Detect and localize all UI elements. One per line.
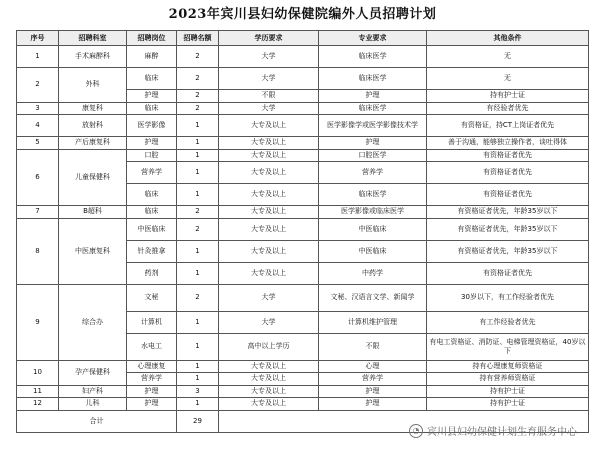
cell-edu: 大学: [219, 284, 319, 311]
cell-no: 10: [17, 360, 59, 385]
table-row: [17, 149, 589, 162]
cell-major: 临床医学: [319, 184, 427, 206]
cell-count: 2: [177, 284, 219, 311]
cell-count: 2: [177, 68, 219, 90]
cell-other: 持有护士证: [427, 385, 589, 398]
cell-no: 8: [17, 218, 59, 284]
header-count: 招聘名额: [177, 31, 219, 46]
cell-no: 4: [17, 115, 59, 137]
cell-edu: 大专及以上: [219, 262, 319, 284]
cell-post: 护理: [127, 90, 177, 103]
table-row: [17, 206, 589, 219]
cell-other: 有电工资格证、消防证、电梯管理资格证，40岁以下: [427, 333, 589, 360]
cell-dept: 儿童保健科: [59, 149, 127, 206]
cell-count: 1: [177, 115, 219, 137]
cell-no: 1: [17, 46, 59, 68]
cell-major: 营养学: [319, 162, 427, 184]
cell-count: 1: [177, 311, 219, 333]
cell-post: 口腔: [127, 149, 177, 162]
header-post: 招聘岗位: [127, 31, 177, 46]
cell-edu: 大学: [219, 68, 319, 90]
cell-no: 2: [17, 68, 59, 103]
table-row: [17, 102, 589, 115]
cell-dept: 综合办: [59, 284, 127, 360]
page-title: 2023年宾川县妇幼保健院编外人员招聘计划: [168, 7, 437, 22]
cell-edu: 大专及以上: [219, 398, 319, 411]
cell-count: 1: [177, 398, 219, 411]
cell-count: 2: [177, 102, 219, 115]
cell-post: 中医临床: [127, 218, 177, 240]
cell-dept: 放射科: [59, 115, 127, 137]
cell-count: 1: [177, 240, 219, 262]
cell-major: 中药学: [319, 262, 427, 284]
cell-dept: B超科: [59, 206, 127, 219]
cell-no: 7: [17, 206, 59, 219]
cell-count: 1: [177, 162, 219, 184]
cell-dept: 妇产科: [59, 385, 127, 398]
table-row: [17, 68, 589, 90]
cell-major: 文秘、汉语言文学、新闻学: [319, 284, 427, 311]
cell-other: 善于沟通，能够独立操作者，谈吐得体: [427, 137, 589, 150]
cell-no: 11: [17, 385, 59, 398]
cell-count: 2: [177, 218, 219, 240]
cell-post: 文秘: [127, 284, 177, 311]
wechat-icon: ◔: [409, 424, 423, 438]
cell-post: 药剂: [127, 262, 177, 284]
cell-other: 有经验者优先: [427, 102, 589, 115]
cell-major: 营养学: [319, 373, 427, 386]
cell-other: 有资格证者优先: [427, 162, 589, 184]
cell-edu: 大专及以上: [219, 162, 319, 184]
cell-edu: 大专及以上: [219, 385, 319, 398]
table-total-row: [17, 410, 589, 432]
cell-count: 1: [177, 333, 219, 360]
cell-count: 1: [177, 149, 219, 162]
cell-other: 无: [427, 68, 589, 90]
cell-major: 临床医学: [319, 102, 427, 115]
cell-other: 无: [427, 46, 589, 68]
cell-count: 1: [177, 360, 219, 373]
cell-post: 营养学: [127, 373, 177, 386]
cell-other: 有资格证者优先: [427, 149, 589, 162]
cell-no: 9: [17, 284, 59, 360]
cell-other: 有资格证者优先，年龄35岁以下: [427, 206, 589, 219]
table-header-row: [17, 31, 589, 46]
cell-edu: 大专及以上: [219, 115, 319, 137]
cell-post: 营养学: [127, 162, 177, 184]
cell-post: 临床: [127, 102, 177, 115]
cell-no: 12: [17, 398, 59, 411]
cell-edu: 大专及以上: [219, 206, 319, 219]
table-row: [17, 398, 589, 411]
cell-edu: 大专及以上: [219, 360, 319, 373]
cell-edu: 不限: [219, 90, 319, 103]
cell-count: 1: [177, 373, 219, 386]
cell-post: 心理康复: [127, 360, 177, 373]
table-row: [17, 115, 589, 137]
cell-dept: 中医康复科: [59, 218, 127, 284]
cell-post: 护理: [127, 137, 177, 150]
cell-other: 有资格证者优先，年龄35岁以下: [427, 218, 589, 240]
cell-other: 30岁以下，有工作经验者优先: [427, 284, 589, 311]
cell-post: 临床: [127, 206, 177, 219]
table-row: [17, 360, 589, 373]
cell-major: 临床医学: [319, 46, 427, 68]
cell-dept: 手术麻醉科: [59, 46, 127, 68]
total-blank: [219, 410, 589, 432]
cell-no: 6: [17, 149, 59, 206]
recruitment-table: [16, 30, 589, 433]
total-count: 29: [177, 410, 219, 432]
watermark-text: 宾川县妇幼保健计划生育服务中心: [427, 427, 577, 438]
cell-count: 3: [177, 385, 219, 398]
cell-major: 临床医学: [319, 68, 427, 90]
cell-post: 水电工: [127, 333, 177, 360]
header-major: 专业要求: [319, 31, 427, 46]
cell-post: 护理: [127, 398, 177, 411]
cell-dept: 产后康复科: [59, 137, 127, 150]
table-row: [17, 218, 589, 240]
cell-count: 2: [177, 206, 219, 219]
cell-edu: 大专及以上: [219, 240, 319, 262]
cell-edu: 大专及以上: [219, 137, 319, 150]
header-other: 其他条件: [427, 31, 589, 46]
cell-edu: 大学: [219, 311, 319, 333]
header-edu: 学历要求: [219, 31, 319, 46]
cell-count: 2: [177, 90, 219, 103]
cell-other: 有工作经验者优先: [427, 311, 589, 333]
cell-edu: 高中以上学历: [219, 333, 319, 360]
table-row: [17, 284, 589, 311]
cell-post: 临床: [127, 68, 177, 90]
table-row: [17, 137, 589, 150]
cell-other: 有资格证者优先，年龄35岁以下: [427, 240, 589, 262]
cell-major: 护理: [319, 398, 427, 411]
cell-dept: 外科: [59, 68, 127, 103]
cell-edu: 大专及以上: [219, 149, 319, 162]
cell-other: 有资格证者优先: [427, 184, 589, 206]
header-dept: 招聘科室: [59, 31, 127, 46]
cell-major: 护理: [319, 90, 427, 103]
cell-count: 1: [177, 137, 219, 150]
cell-edu: 大学: [219, 46, 319, 68]
cell-major: 不限: [319, 333, 427, 360]
cell-other: 有资格证，持CT上岗证者优先: [427, 115, 589, 137]
cell-dept: 儿科: [59, 398, 127, 411]
cell-edu: 大专及以上: [219, 218, 319, 240]
cell-major: 中医临床: [319, 240, 427, 262]
cell-edu: 大专及以上: [219, 373, 319, 386]
cell-major: 医学影像学或医学影像技术学: [319, 115, 427, 137]
table-row: [17, 385, 589, 398]
cell-major: 中医临床: [319, 218, 427, 240]
cell-other: 持有心理康复师资格证: [427, 360, 589, 373]
cell-count: 2: [177, 46, 219, 68]
header-no: 序号: [17, 31, 59, 46]
cell-edu: 大学: [219, 102, 319, 115]
cell-no: 3: [17, 102, 59, 115]
cell-dept: 孕产保健科: [59, 360, 127, 385]
cell-count: 1: [177, 184, 219, 206]
cell-major: 心理: [319, 360, 427, 373]
cell-other: 持有护士证: [427, 398, 589, 411]
cell-other: 持有护士证: [427, 90, 589, 103]
cell-dept: 康复科: [59, 102, 127, 115]
cell-other: 持有营养师资格证: [427, 373, 589, 386]
cell-major: 口腔医学: [319, 149, 427, 162]
cell-other: 有资格证者优先: [427, 262, 589, 284]
total-label: 合计: [17, 410, 177, 432]
cell-post: 临床: [127, 184, 177, 206]
cell-major: 计算机维护管理: [319, 311, 427, 333]
cell-major: 护理: [319, 137, 427, 150]
cell-post: 护理: [127, 385, 177, 398]
cell-post: 针灸推拿: [127, 240, 177, 262]
cell-edu: 大专及以上: [219, 184, 319, 206]
cell-post: 计算机: [127, 311, 177, 333]
cell-post: 麻醉: [127, 46, 177, 68]
table-row: [17, 46, 589, 68]
cell-post: 医学影像: [127, 115, 177, 137]
cell-no: 5: [17, 137, 59, 150]
cell-major: 护理: [319, 385, 427, 398]
cell-major: 医学影像或临床医学: [319, 206, 427, 219]
cell-count: 1: [177, 262, 219, 284]
